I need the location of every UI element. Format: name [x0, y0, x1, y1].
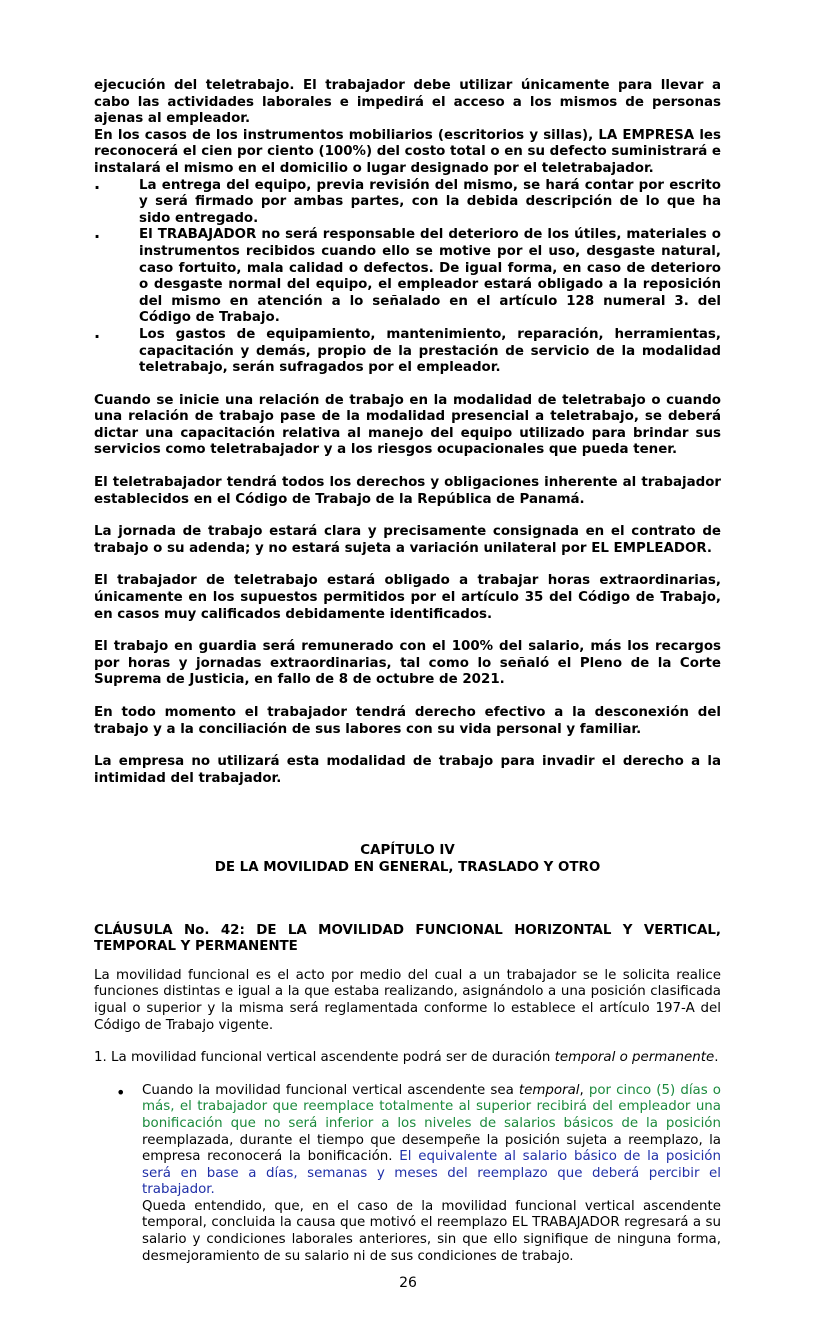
bullet-mark: ·	[94, 326, 101, 346]
bullet-item: · Los gastos de equipamiento, mantenimiento, reparación, herramientas, capacitación y demás, propio de la prestación de servicio de la modalidad teletrabajo, serán sufragados por el empleador.	[94, 326, 721, 376]
bullet-item: · El TRABAJADOR no será responsable del deterioro de los útiles, materiales o instrumentos recibidos cuando ello se motive por el uso, desgaste natural, caso fortuito, mala calidad o defectos. De igual forma, en caso de deterioro o desgaste normal del equipo, el empleador estará obligado a la reposición del mismo en atención a lo señalado en el artículo 128 numeral 3. del Código de Trabajo.	[94, 227, 721, 326]
highlighted-text-green: por cinco (5) días o más, el trabajador que reemplace totalmente al superior recibirá del empleador una bonificación que no será inferior a los niveles de salarios básicos de la posición	[142, 1082, 721, 1131]
page-number: 26	[399, 1275, 417, 1291]
chapter-title: CAPÍTULO IV	[360, 843, 455, 859]
highlighted-text-blue: El equivalente al salario básico de la posición será en base a días, semanas y meses del reemplazo que deberá percibir el trabajador.	[142, 1149, 721, 1198]
paragraph: El trabajador de teletrabajo estará obligado a trabajar horas extraordinarias, únicamente en los supuestos permitidos por el artículo 35 del Código de Trabajo, en casos muy calificados debidamente identificados.	[94, 573, 721, 622]
paragraph: El teletrabajador tendrá todos los derechos y obligaciones inherente al trabajador establecidos en el Código de Trabajo de la República de Panamá.	[94, 475, 721, 507]
paragraph: Cuando se inicie una relación de trabajo en la modalidad de teletrabajo o cuando una relación de trabajo pase de la modalidad presencial a teletrabajo, se deberá dictar una capacitación relativa al manejo del equipo utilizado para brindar sus servicios como teletrabajador y a los riesgos ocupacionales que pueda tener.	[94, 392, 721, 458]
sub-list-item: • Cuando la movilidad funcional vertical ascendente sea temporal, por cinco (5) días o más, el trabajador que reemplace totalmente al superior recibirá del empleador una bonificación que no será inferior a los niveles de salarios básicos de la posición reemplazada, durante el tiempo que desempeñe la posición sujeta a reemplazo, la empresa reconocerá la bonificación. El equivalente al salario básico de la posición será en base a días, semanas y meses del reemplazo que deberá percibir el trabajador. Queda entendido, que, en el caso de la movilidad funcional vertical ascendente temporal, concluida la causa que motivó el reemplazo EL TRABAJADOR regresará a su salario y condiciones laborales anteriores, sin que ello signifique de ninguna forma, desmejoramiento de su salario ni de sus condiciones de trabajo.	[94, 1083, 721, 1266]
bullet-mark: ·	[94, 227, 101, 247]
list-item: 1. La movilidad funcional vertical ascendente podrá ser de duración temporal o permanente.	[94, 1050, 719, 1066]
paragraph: El trabajo en guardia será remunerado con el 100% del salario, más los recargos por horas y jornadas extraordinarias, tal como lo señaló el Pleno de la Corte Suprema de Justicia, en fallo de 8 de octubre de 2021.	[94, 639, 721, 688]
paragraph: ejecución del teletrabajo. El trabajador debe utilizar únicamente para llevar a cabo las actividades laborales e impedirá el acceso a los mismos de personas ajenas al empleador.	[94, 78, 721, 127]
paragraph: En los casos de los instrumentos mobiliarios (escritorios y sillas), LA EMPRESA les reconocerá el cien por ciento (100%) del costo total o en su defecto suministrará e instalará el mismo en el domicilio o lugar designado por el teletrabajador.	[94, 127, 721, 176]
bullet-item: · La entrega del equipo, previa revisión del mismo, se hará contar por escrito y será firmado por ambas partes, con la debida descripción de lo que ha sido entregado.	[94, 177, 721, 226]
clause-intro: La movilidad funcional es el acto por medio del cual a un trabajador se le solicita realice funciones distintas e igual a la que estaba realizando, asignándolo a una posición clasificada igual o superior y la misma será reglamentada conforme lo establece el artículo 197-A del Código de Trabajo vigente.	[94, 967, 721, 1033]
clause-heading: CLÁUSULA No. 42: DE LA MOVILIDAD FUNCIONAL HORIZONTAL Y VERTICAL, TEMPORAL Y PERMANENTE	[94, 922, 721, 955]
paragraph: La jornada de trabajo estará clara y precisamente consignada en el contrato de trabajo o su adenda; y no estará sujeta a variación unilateral por EL EMPLEADOR.	[94, 524, 721, 556]
paragraph: En todo momento el trabajador tendrá derecho efectivo a la desconexión del trabajo y a la conciliación de sus labores con su vida personal y familiar.	[94, 705, 721, 737]
sub-list	[94, 1083, 721, 1266]
paragraph: La empresa no utilizará esta modalidad de trabajo para invadir el derecho a la intimidad del trabajador.	[94, 754, 721, 786]
document-body	[94, 78, 721, 1265]
bullet-mark: ·	[94, 177, 101, 197]
chapter-subtitle: DE LA MOVILIDAD EN GENERAL, TRASLADO Y OTRO	[214, 859, 601, 875]
bullet-dot: •	[116, 1082, 126, 1102]
